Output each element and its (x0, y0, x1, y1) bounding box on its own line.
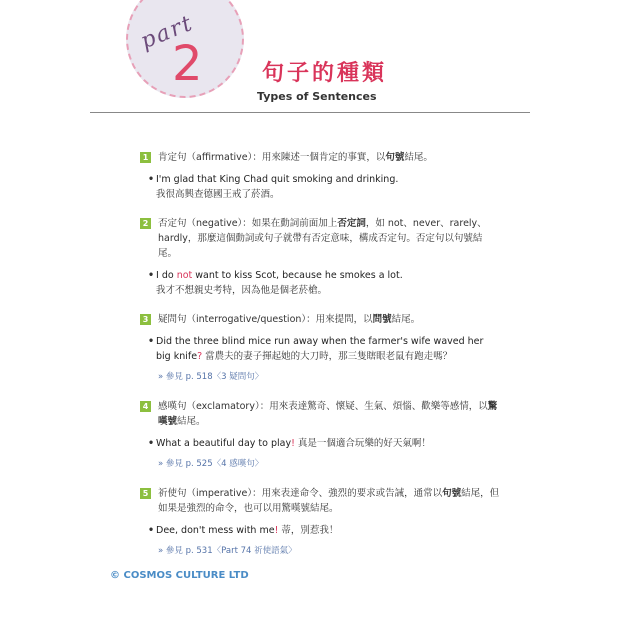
desc-text: 肯定句（affirmative）：用來陳述一個肯定的事實，以 (158, 152, 386, 163)
example-english: What a beautiful day to play! 真是一個適合玩樂的好天氣啊！ (156, 438, 431, 449)
section-4 (140, 399, 500, 429)
desc-text: 疑問句（interrogative/question）：用來提問，以 (158, 314, 373, 325)
highlight-mark: ! (274, 525, 279, 536)
desc-bold: 問號 (372, 314, 392, 325)
cross-reference-link[interactable]: » 參見 p. 531〈Part 74 祈使語氣〉 (158, 546, 297, 556)
example-chinese: 真是一個適合玩樂的好天氣啊！ (294, 438, 431, 449)
bullet-dot: • (148, 525, 155, 536)
desc-bold: 驚嘆號 (158, 401, 498, 427)
highlight-mark: ? (197, 351, 203, 362)
cross-reference-link[interactable]: » 參見 p. 518〈3 疑問句〉 (158, 372, 264, 382)
desc-text: ，如 not、never、rarely、hardly，那麼這個動詞或句子就帶有否定意味，構成否定句。否定句以句號結尾。 (158, 218, 487, 259)
desc-bold: 句號 (442, 488, 462, 499)
example-chinese: 我才不想親史考特，因為他是個老菸槍。 (156, 285, 328, 296)
header-divider (90, 112, 530, 113)
bullet-dot: • (148, 336, 155, 347)
section-3 (140, 312, 500, 327)
example-english: Dee, don't mess with me! 蒂，別惹我！ (156, 525, 339, 536)
section-description (158, 486, 500, 516)
section-1 (140, 150, 500, 165)
desc-text: 祈使句（imperative）：用來表達命令、強烈的要求或告誡，通常以 (158, 488, 443, 499)
example-english: I'm glad that King Chad quit smoking and drinking. (156, 174, 399, 185)
section-number-badge: 2 (140, 218, 151, 229)
highlight-mark: ! (291, 438, 295, 449)
desc-text: 結尾。 (391, 314, 421, 325)
cross-reference-link[interactable]: » 參見 p. 525〈4 感嘆句〉 (158, 459, 264, 469)
desc-bold: 否定詞 (337, 218, 366, 229)
desc-text: 感嘆句（exclamatory）：用來表達驚奇、懷疑、生氣、煩惱、歡樂等感情，以 (158, 401, 488, 412)
copyright-notice: © COSMOS CULTURE LTD (110, 570, 249, 581)
bullet-dot: • (148, 270, 155, 281)
content-body (140, 150, 500, 559)
desc-text: 否定句（negative）：如果在動詞前面加上 (158, 218, 338, 229)
section-number-badge: 4 (140, 401, 151, 412)
bullet-dot: • (148, 438, 155, 449)
example-chinese: 我很高興查德國王戒了菸酒。 (156, 189, 280, 200)
section-description (158, 150, 500, 165)
part-number: 2 (172, 36, 203, 92)
example-chinese: 蒂，別惹我！ (278, 525, 339, 536)
desc-text: 結尾。 (404, 152, 433, 163)
example-chinese: 當農夫的妻子揮起她的大刀時，那三隻瞎眼老鼠有跑走嗎？ (202, 351, 453, 362)
highlight-word: not (176, 270, 193, 281)
part-label: part (137, 10, 198, 55)
bullet-dot: • (148, 174, 155, 185)
section-number-badge: 3 (140, 314, 151, 325)
section-2 (140, 216, 500, 261)
example-item (148, 523, 500, 538)
desc-bold: 句號 (385, 152, 405, 163)
section-number-badge: 5 (140, 488, 151, 499)
section-description (158, 216, 500, 261)
section-number-badge: 1 (140, 152, 151, 163)
example-item (148, 334, 500, 364)
desc-text: 結尾，但如果是強烈的命令，也可以用驚嘆號結尾。 (158, 488, 500, 514)
page-title-chinese: 句子的種類 (262, 61, 388, 86)
section-description (158, 312, 500, 327)
example-item (148, 436, 500, 451)
example-item (148, 172, 500, 202)
page-title-english: Types of Sentences (257, 90, 377, 103)
example-english: Did the three blind mice run away when the farmer's wife waved her big knife? 當農夫的妻子揮起她的大刀時，那三隻瞎眼老鼠有跑走嗎？ (156, 336, 484, 362)
example-item (148, 268, 500, 298)
section-description (158, 399, 500, 429)
desc-text: 結尾。 (177, 416, 206, 427)
section-5 (140, 486, 500, 516)
example-english: I do not want to kiss Scot, because he smokes a lot. (156, 270, 403, 281)
